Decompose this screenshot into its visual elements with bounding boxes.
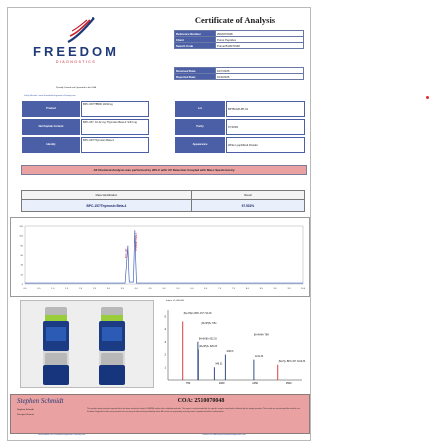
- chromatogram-peak-2: [134, 230, 135, 231]
- lot-value: BPTB-026-PP-01: [226, 101, 305, 117]
- chromatogram-x-tick: 3.0: [106, 288, 110, 290]
- disclaimer: This product purity analysis reported here has been conducted using LC-MS/MS and/or other validated methods. This report is only intended for the specific sample tested and as labeled by the sample provider. The results are not intended for medical use. Freedom Diagnostics does not guarantee the accuracy of information provided by client. All results are proprietary and may not be reproduced without authorization.: [87, 408, 301, 413]
- chromatogram-x-tick: 5.5: [176, 288, 180, 290]
- page-title: Certificate of Analysis: [194, 15, 276, 25]
- owned-text: Proudly Owned and Operated in the USA: [55, 87, 96, 89]
- date-fields-table: [174, 67, 304, 80]
- ms-annotation: 946.31: [215, 363, 223, 366]
- chromatogram-y-tick: 40: [20, 264, 23, 267]
- chromatogram-x-tick: 9.0: [273, 288, 277, 290]
- chromatogram-x-tick: 8.0: [245, 288, 249, 290]
- reported-date-value: 10/9/2025: [216, 74, 304, 80]
- chromatogram-y-tick: 100: [19, 235, 23, 238]
- appearance-label: Appearance: [175, 137, 225, 153]
- reference-value: 2510070048: [216, 31, 304, 37]
- ms-annotation: [M+2H]2+ BPC-157 710.18: [183, 312, 212, 315]
- ms-annotation: [M+3H]3+ 826.03: [199, 345, 218, 348]
- brand-name: FREEDOM: [33, 44, 119, 59]
- mass-spectrum-chart: [156, 304, 308, 390]
- ms-x-tick: 1500: [285, 382, 292, 385]
- chromatogram-plot-area: [25, 226, 303, 284]
- results-result-value: 97.533%: [191, 200, 304, 212]
- identity-value: BPC-157/Thymosin Beta-4: [81, 137, 149, 153]
- client-label: Client: [175, 37, 216, 43]
- identity-label: Identity: [22, 137, 80, 153]
- chromatogram-panel: [10, 217, 310, 297]
- chromatogram-x-tick: 6.5: [204, 288, 208, 290]
- sample-info-left: [22, 101, 149, 155]
- received-date-label: Received Date:: [175, 68, 216, 74]
- received-date-value: 10/7/2025: [216, 68, 304, 74]
- chromatogram-peak-1: [127, 246, 128, 247]
- chromatogram-x-tick: 2.5: [92, 288, 97, 290]
- ms-y-tick: 5: [164, 315, 166, 319]
- ms-annotation: [M+6H]6+ 823.33: [198, 338, 217, 341]
- method-banner: All Chemical Analysis was performed by HPLC with UV Detection Coupled with Mass Spectrometry: [21, 165, 307, 175]
- ms-y-tick: 3: [164, 340, 166, 344]
- chromatogram-x-tick: 4.0: [134, 288, 138, 290]
- peak-label-bpc157: BPC-157: [124, 248, 128, 259]
- chromatogram-x-tick: 1.0: [51, 288, 55, 290]
- footer-search-link[interactable]: Searchable via: FreedomDiagnosticsTesting.com: [38, 434, 86, 436]
- chromatogram-y-tick: 120: [19, 226, 23, 228]
- brand-tagline: DIAGNOSTICS: [55, 60, 97, 64]
- client-value: Purus Peptides: [216, 37, 304, 43]
- signature: Stephen Schmidt: [17, 397, 64, 405]
- signer-role: Principal Chemist: [17, 414, 35, 416]
- flag-swoosh-icon: [66, 16, 96, 44]
- purity-value: 97.533%: [226, 119, 305, 135]
- results-header-result: Result: [191, 191, 304, 200]
- results-header-mass: Mass Identification: [22, 191, 192, 200]
- signer-name: Stephen Schmidt: [17, 409, 34, 411]
- certificate-fields-table: [174, 30, 304, 49]
- product-value: BPC-157/TB500 10/10mg: [81, 101, 149, 117]
- brand-logo: [26, 16, 126, 76]
- certificate-document: [7, 7, 311, 441]
- signature-footer: [10, 394, 310, 434]
- chromatogram-y-tick: 0: [21, 284, 23, 286]
- lot-label: Lot: [175, 101, 225, 117]
- chromatogram-y-tick: 60: [20, 255, 23, 257]
- chromatogram-x-tick: 4.5: [148, 288, 152, 290]
- chromatogram-x-tick: 10.0: [300, 288, 306, 290]
- product-label: Product: [22, 101, 80, 117]
- verify-link[interactable]: Verify Results: www.FreedomDiagnosticsTesting.com: [24, 95, 76, 97]
- product-vials-photo: [20, 300, 154, 388]
- vials-icon: [21, 301, 153, 387]
- search-code-label: Search Code: [175, 43, 216, 49]
- purity-label: Purity: [175, 119, 225, 135]
- search-code-value: Purus2510070048: [216, 43, 304, 49]
- chromatogram-x-tick: 6.0: [190, 288, 194, 290]
- sample-info-right: [175, 101, 305, 155]
- ms-y-tick: 1: [164, 366, 166, 370]
- ms-annotation: [M+4H]4+ TB4: [253, 334, 269, 337]
- net-peptide-value: BPC-157: 10.22 mg Thymosin Beta-4: 9.84 mg: [81, 119, 149, 135]
- chromatogram-x-tick: 8.5: [259, 288, 263, 290]
- chromatogram-y-tick: 80: [20, 245, 23, 248]
- ms-annotation: 1028.6: [226, 351, 234, 353]
- ms-annotation: 1241.33: [254, 356, 264, 359]
- mass-spectrum-title: Intens. x1,000,000: [166, 300, 184, 302]
- chromatogram-x-tick: 2.0: [79, 288, 83, 290]
- status-dot-icon: [426, 96, 429, 99]
- ms-y-tick: 2: [164, 353, 166, 357]
- coa-number: COA: 2510070048: [177, 398, 225, 404]
- chromatogram-x-tick: 7.5: [231, 288, 236, 290]
- results-table: [21, 190, 305, 212]
- reference-label: Reference Number: [175, 31, 216, 37]
- ms-x-tick: 750: [185, 382, 191, 385]
- net-peptide-label: Net Peptide Content: [22, 119, 80, 135]
- footer-contact-link[interactable]: Contact us: Attorney.FreedomDiagnostics.net: [202, 434, 246, 436]
- ms-y-tick: 4: [164, 328, 166, 332]
- chromatogram-y-tick: 20: [20, 274, 23, 277]
- chromatogram-x-tick: 0.5: [37, 288, 41, 290]
- appearance-value: White Lyophilized Powder: [226, 137, 305, 153]
- ms-x-tick: 1250: [252, 382, 258, 385]
- peak-label-tb4: Thymosin Beta-4: [134, 232, 138, 251]
- mass-spectrum-panel: [156, 300, 308, 390]
- chromatogram-x-tick: 5.0: [162, 288, 166, 290]
- chromatogram-x-tick: 1.5: [65, 288, 69, 290]
- chromatogram-x-tick: 9.5: [287, 288, 291, 290]
- reported-date-label: Reported Date:: [175, 74, 216, 80]
- ms-annotation: [M+5H]5+ TB4: [201, 323, 217, 325]
- ms-annotation: [M+H]+ BPC-157 1419.33: [278, 361, 306, 364]
- chromatogram-chart: [11, 218, 309, 296]
- chromatogram-x-tick: 7.0: [218, 288, 222, 290]
- chromatogram-x-tick: 0.0: [23, 288, 27, 290]
- results-mass-value: BPC-157/Thymosin Beta-4: [22, 200, 192, 212]
- chromatogram-x-tick: 3.5: [120, 288, 124, 290]
- ms-x-tick: 1000: [218, 382, 225, 385]
